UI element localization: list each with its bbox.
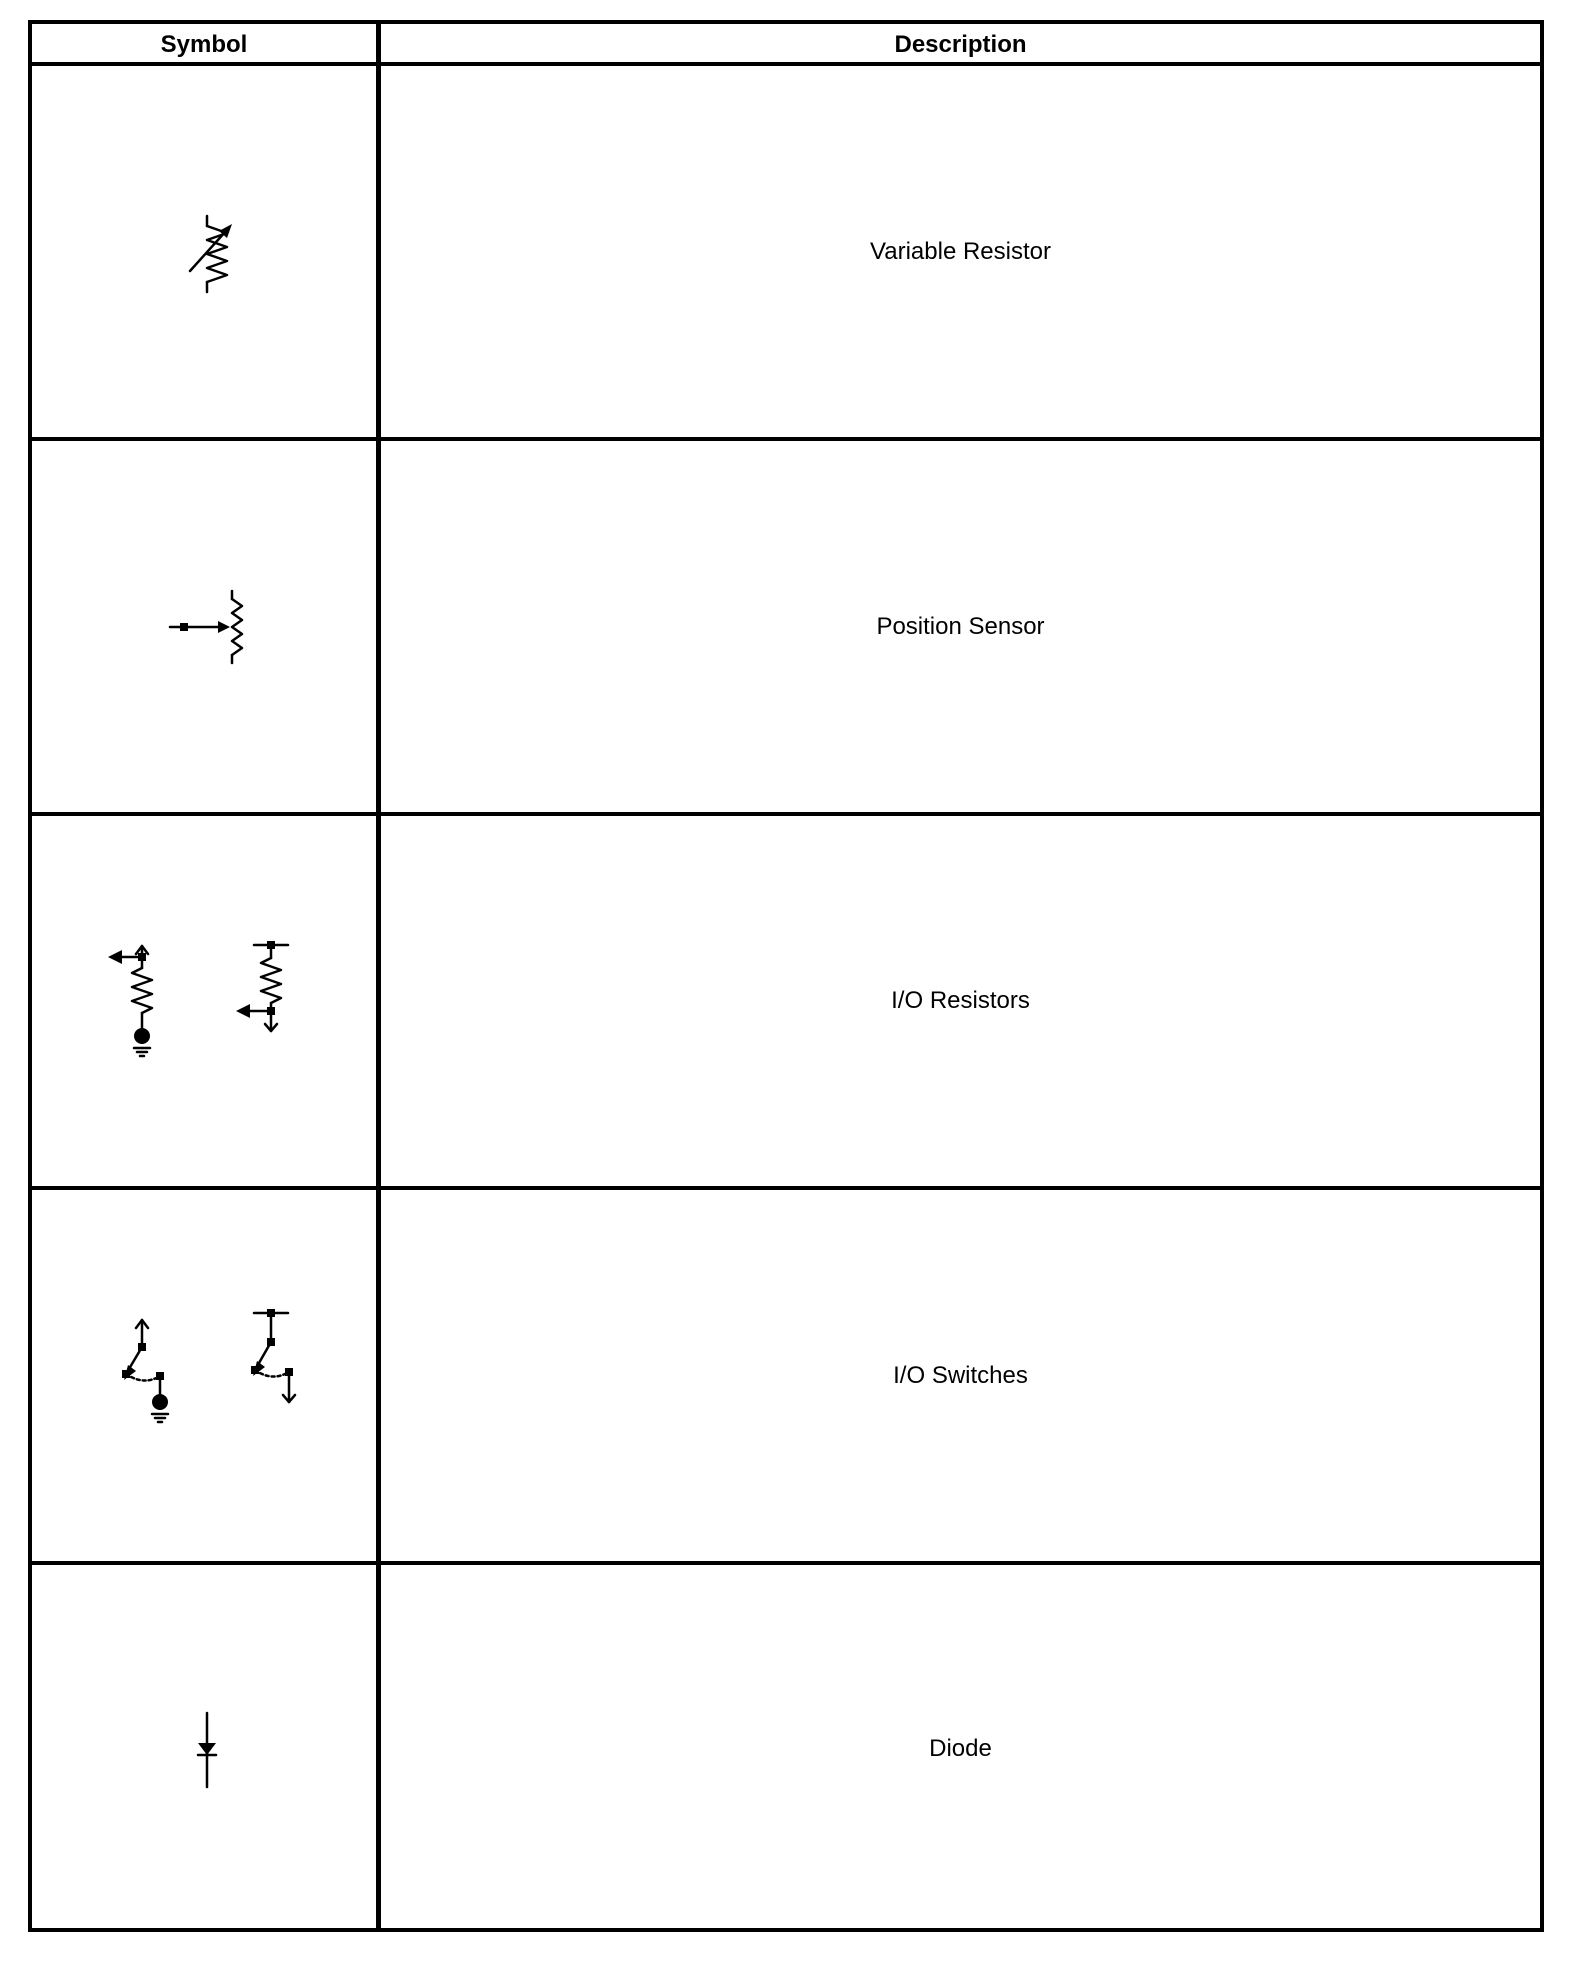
table-row-description: Position Sensor	[876, 612, 1045, 640]
table-row-symbol	[32, 441, 376, 812]
io-switches-icon	[32, 1190, 376, 1561]
diode-icon	[32, 1565, 376, 1932]
table-row-description: I/O Switches	[893, 1361, 1028, 1389]
table-row-description: Diode	[929, 1734, 992, 1762]
header-description: Description	[894, 31, 1027, 58]
table-row-description: Variable Resistor	[870, 237, 1051, 265]
io-resistors-icon	[32, 816, 376, 1186]
table-row-symbol	[32, 66, 376, 437]
table-row-symbol	[32, 1190, 376, 1561]
table-row-description: I/O Resistors	[891, 987, 1030, 1014]
position-sensor-icon	[32, 441, 376, 812]
header-symbol: Symbol	[160, 31, 248, 58]
symbol-table	[28, 20, 1544, 1932]
table-row-symbol	[32, 816, 376, 1186]
variable-resistor-icon	[32, 66, 376, 437]
table-row-symbol	[32, 1565, 376, 1932]
